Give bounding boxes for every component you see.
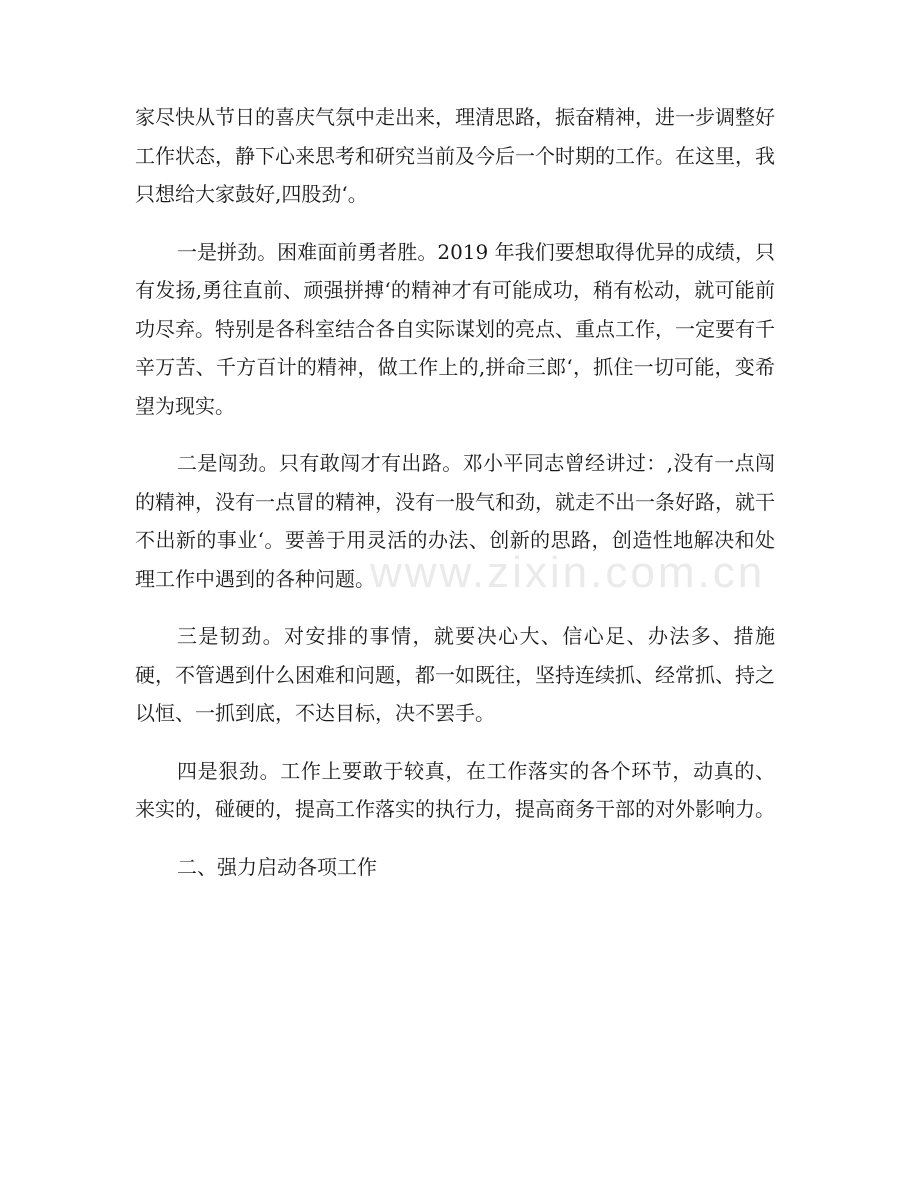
document-body xyxy=(135,98,775,886)
paragraph-renjin: 三是韧劲。对安排的事情，就要决心大、信心足、办法多、措施硬，不管遇到什么困难和问题，都一如既往，坚持连续抓、经常抓、持之以恒、一抓到底，不达目标，决不罢手。 xyxy=(135,624,775,725)
paragraph-pinjin: 一是拼劲。困难面前勇者胜。2019 年我们要想取得优异的成绩，只有发扬,勇往直前、顽强拼搏‘的精神才有可能成功，稍有松动，就可能前功尽弃。特别是各科室结合各自实际谋划的亮点、重点工作，一定要有千辛万苦、千方百计的精神，做工作上的,拼命三郎‘，抓住一切可能，变希望为现实。 xyxy=(135,239,775,418)
section-heading: 二、强力启动各项工作 xyxy=(177,854,377,879)
watermark: www.zixin.com.cn xyxy=(370,548,766,597)
paragraph-chuangjin: 二是闯劲。只有敢闯才有出路。邓小平同志曾经讲过：,没有一点闯的精神，没有一点冒的精神，没有一股气和劲，就走不出一条好路，就干不出新的事业‘。要善于用灵活的办法、创新的思路，创造性地解决和处理工作中遇到的各种问题。 xyxy=(135,451,775,591)
paragraph-continuation: 家尽快从节日的喜庆气氛中走出来，理清思路，振奋精神，进一步调整好工作状态，静下心来思考和研究当前及今后一个时期的工作。在这里，我只想给大家鼓好,四股劲‘。 xyxy=(135,105,775,206)
paragraph-henjin: 四是狠劲。工作上要敢于较真，在工作落实的各个环节，动真的、来实的，碰硬的，提高工作落实的执行力，提高商务干部的对外影响力。 xyxy=(135,758,775,821)
